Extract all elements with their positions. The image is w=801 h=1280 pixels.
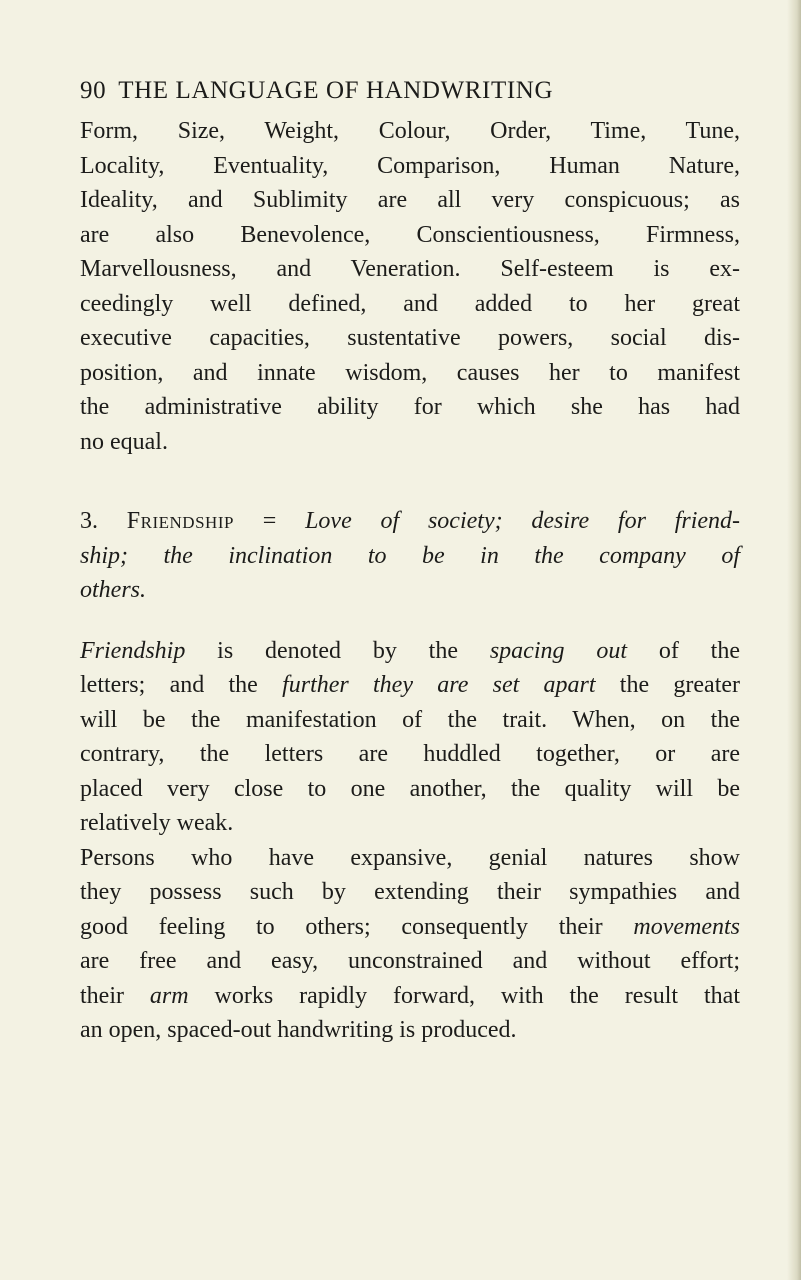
text-line: contrary, the letters are huddled together, or are: [80, 741, 740, 767]
spacer: [80, 608, 740, 634]
text-run: of the: [627, 637, 740, 664]
text-run: good feeling to others; consequently their: [80, 913, 634, 940]
text-line: executive capacities, sustentative powers, social dis-: [80, 325, 740, 351]
text-line: placed very close to one another, the quality will be: [80, 775, 740, 802]
definition-number: 3.: [80, 508, 98, 534]
text-line: [80, 910, 740, 945]
text-line: the administrative ability for which she has had: [80, 394, 740, 420]
paragraph-spacing: [80, 634, 740, 841]
text-line: Form, Size, Weight, Colour, Order, Time, Tune,: [80, 118, 740, 144]
definition-friendship: [80, 504, 740, 608]
text-line: will be the manifestation of the trait. When, on the: [80, 706, 740, 733]
text-line: no equal.: [80, 428, 168, 455]
text-line: Ideality, and Sublimity are all very conspicuous; as: [80, 187, 740, 213]
text-line: an open, spaced-out handwriting is produced.: [80, 1017, 517, 1043]
definition-term: Friendship: [126, 508, 234, 534]
text-line: relatively weak.: [80, 810, 234, 836]
book-page: [80, 74, 740, 1048]
definition-line: [80, 504, 740, 539]
text-run: letters; and the: [80, 672, 283, 698]
text-run: the greater: [595, 672, 741, 698]
text-run: is denoted by the: [185, 637, 490, 664]
definition-line: [80, 573, 740, 608]
definition-line: [80, 539, 740, 574]
running-title: THE LANGUAGE OF HANDWRITING: [118, 77, 554, 104]
running-header: [80, 74, 740, 114]
paragraph-expansive-natures: [80, 841, 740, 1048]
paragraph-faculties: [80, 114, 740, 459]
italic-term: Friendship: [80, 637, 186, 664]
text-line: Persons who have expansive, genial natures show: [80, 844, 740, 871]
text-line: [80, 979, 740, 1014]
definition-text: ship; the inclination to be in the company of: [80, 542, 740, 569]
text-line: Locality, Eventuality, Comparison, Human Nature,: [80, 152, 740, 179]
text-line: position, and innate wisdom, causes her to manifest: [80, 359, 740, 386]
text-line: [80, 668, 740, 703]
italic-term: arm: [149, 982, 189, 1009]
definition-text: Love of society; desire for friend-: [305, 508, 741, 534]
text-run: works rapidly forward, with the result that: [188, 982, 741, 1009]
text-line: Marvellousness, and Veneration. Self-esteem is ex-: [80, 256, 740, 282]
text-line: ceedingly well defined, and added to her great: [80, 290, 740, 317]
text-line: are also Benevolence, Conscientiousness, Firmness,: [80, 221, 740, 248]
definition-text: others.: [80, 577, 146, 603]
equals-sign: =: [262, 508, 277, 534]
page-number: 90: [80, 77, 107, 104]
italic-term: movements: [633, 913, 740, 940]
text-run: their: [80, 982, 150, 1009]
italic-term: spacing out: [489, 637, 627, 664]
page-edge-shadow: [787, 0, 801, 1280]
text-line: [80, 634, 740, 669]
italic-term: further they are set apart: [282, 672, 596, 698]
text-line: are free and easy, unconstrained and without effort;: [80, 948, 740, 974]
spacer: [80, 459, 740, 504]
text-line: they possess such by extending their sympathies and: [80, 879, 740, 905]
